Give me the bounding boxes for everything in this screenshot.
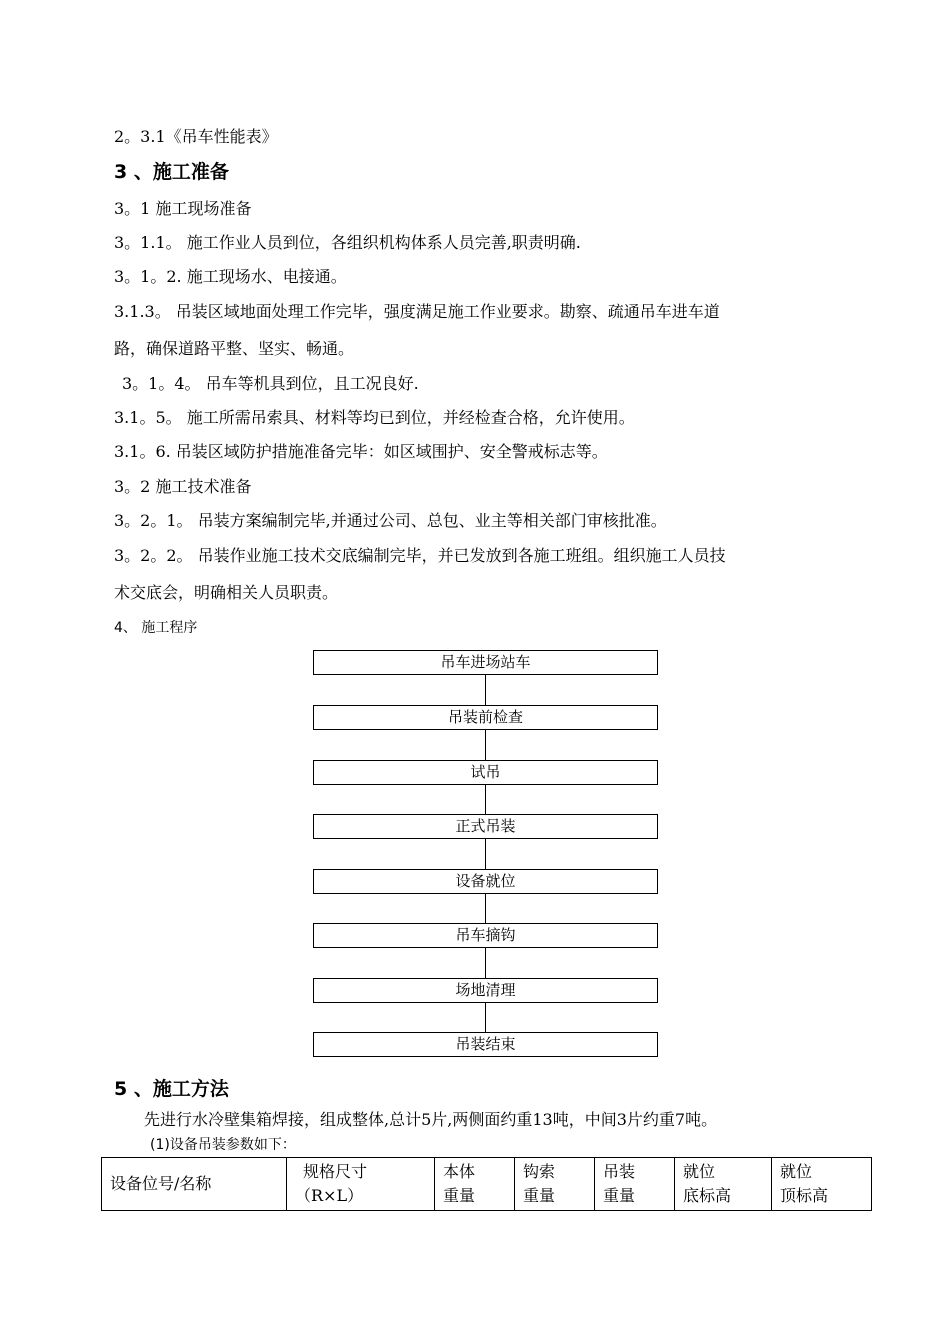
item-3-1-2: 3。1。2. 施工现场水、电接通。	[114, 267, 347, 286]
header-text: 底标高	[683, 1186, 732, 1205]
header-text: 就位	[780, 1162, 813, 1181]
item-3-2-2-line2: 术交底会，明确相关人员职责。	[114, 583, 339, 602]
section-5-heading: 5 、施工方法	[114, 1078, 229, 1100]
item-3-2-1: 3。2。1。 吊装方案编制完毕,并通过公司、总包、业主等相关部门审核批准。	[114, 511, 667, 530]
flow-connector	[485, 1003, 486, 1032]
section-4-heading: 4、 施工程序	[114, 620, 198, 636]
item-3-1-1: 3。1.1。 施工作业人员到位，各组织机构体系人员完善,职责明确.	[114, 233, 581, 252]
flow-step-7: 场地清理	[313, 978, 658, 1003]
header-text: 重量	[443, 1186, 476, 1205]
lifting-parameters-table	[101, 1157, 872, 1211]
header-text: （R×L）	[295, 1186, 364, 1205]
flow-step-1: 吊车进场站车	[313, 650, 658, 675]
header-text: 顶标高	[780, 1186, 829, 1205]
header-spec	[287, 1158, 435, 1211]
flow-step-3: 试吊	[313, 760, 658, 785]
flow-connector	[485, 948, 486, 978]
header-text: 本体	[443, 1162, 476, 1181]
item-3-1-3-line1: 3.1.3。 吊装区域地面处理工作完毕，强度满足施工作业要求。勘察、疏通吊车进车道	[114, 302, 720, 321]
header-equipment	[102, 1158, 287, 1211]
header-rigging-weight	[515, 1158, 595, 1211]
item-3-1-4: 3。1。4。 吊车等机具到位，且工况良好.	[122, 374, 419, 393]
section-3-2-title: 3。2 施工技术准备	[114, 477, 252, 496]
flow-connector	[485, 894, 486, 923]
header-text: 重量	[523, 1186, 556, 1205]
header-text: 就位	[683, 1162, 716, 1181]
item-3-1-5: 3.1。5。 施工所需吊索具、材料等均已到位，并经检查合格，允许使用。	[114, 408, 635, 427]
table-header-row	[102, 1158, 872, 1211]
section-3-1-title: 3。1 施工现场准备	[114, 199, 252, 218]
item-3-1-3-line2: 路，确保道路平整、坚实、畅通。	[114, 339, 355, 358]
section-2-3-1-item: 2。3.1《吊车性能表》	[114, 127, 278, 146]
flow-step-8: 吊装结束	[313, 1032, 658, 1057]
header-text: 规格尺寸	[303, 1162, 368, 1181]
flow-connector	[485, 675, 486, 705]
header-text: 钩索	[523, 1162, 556, 1181]
header-text: 设备位号/名称	[110, 1174, 212, 1193]
header-top-elevation	[772, 1158, 872, 1211]
header-body-weight	[435, 1158, 515, 1211]
header-text: 重量	[603, 1186, 636, 1205]
flow-connector	[485, 839, 486, 869]
section-3-heading: 3 、施工准备	[114, 161, 229, 183]
section-5-intro: 先进行水冷壁集箱焊接，组成整体,总计5片,两侧面约重13吨，中间3片约重7吨。	[144, 1110, 718, 1129]
flow-step-4: 正式吊装	[313, 814, 658, 839]
flow-connector	[485, 785, 486, 814]
item-3-2-2-line1: 3。2。2。 吊装作业施工技术交底编制完毕，并已发放到各施工班组。组织施工人员技	[114, 546, 726, 565]
flow-connector	[485, 730, 486, 760]
header-lift-weight	[595, 1158, 675, 1211]
header-bottom-elevation	[675, 1158, 772, 1211]
flow-step-2: 吊装前检查	[313, 705, 658, 730]
header-text: 吊装	[603, 1162, 636, 1181]
flow-step-5: 设备就位	[313, 869, 658, 894]
table-caption: (1)设备吊装参数如下：	[150, 1137, 296, 1153]
item-3-1-6: 3.1。6. 吊装区域防护措施准备完毕：如区域围护、安全警戒标志等。	[114, 442, 608, 461]
flow-step-6: 吊车摘钩	[313, 923, 658, 948]
